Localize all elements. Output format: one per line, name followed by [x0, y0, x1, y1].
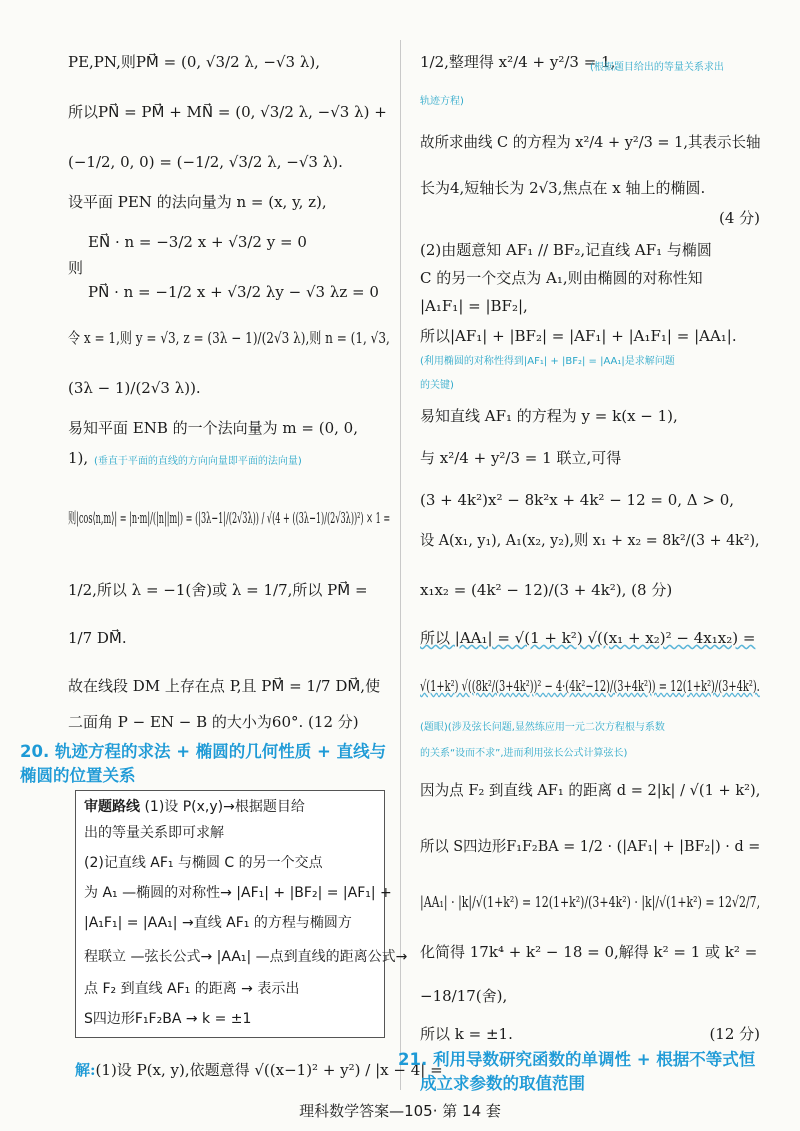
text-line: 设平面 PEN 的法向量为 n = (x, y, z),	[68, 193, 327, 211]
text-line: 则	[68, 259, 84, 277]
page-footer: 理科数学答案—105· 第 14 套	[299, 1102, 501, 1120]
annotation-note: (垂直于平面的直线的方向向量即平面的法向量)	[94, 456, 302, 467]
section-20-title-line1: 20. 轨迹方程的求法 + 椭圆的几何性质 + 直线与	[20, 742, 387, 761]
text-line: (3 + 4k²)x² − 8k²x + 4k² − 12 = 0, Δ > 0,	[420, 491, 735, 509]
text-line: 化简得 17k⁴ + k² − 18 = 0,解得 k² = 1 或 k² =	[420, 943, 758, 961]
solution-first-line: (1)设 P(x, y),依题意得 √((x−1)² + y²) / |x − 4| =	[95, 1061, 443, 1079]
text-line: (12 分)	[709, 1025, 760, 1043]
text-line: PE,PN,则PM⃗ = (0, √3/2 λ, −√3 λ),	[68, 53, 320, 71]
text-line: 1),	[68, 449, 89, 467]
text-line: √(1+k²) √((8k²/(3+4k²))² − 4·(4k²−12)/(3+4k²)) = 12(1+k²)/(3+4k²).	[420, 677, 760, 695]
annotation-note: (题眼)(涉及弦长问题,显然练应用一元二次方程根与系数	[420, 722, 665, 733]
annotation-note: (根据题目给出的等量关系求出	[590, 62, 724, 73]
column-divider	[400, 40, 401, 1090]
text-line: (4 分)	[718, 209, 760, 227]
text-line: (2)由题意知 AF₁ // BF₂,记直线 AF₁ 与椭圆	[420, 241, 712, 259]
text-line: 故所求曲线 C 的方程为 x²/4 + y²/3 = 1,其表示长轴	[420, 133, 761, 151]
text-line: |AA₁| · |k|/√(1+k²) = 12(1+k²)/(3+4k²) · |k|/√(1+k²) = 12√2/7,	[420, 893, 761, 911]
review-route-line: |A₁F₁| = |AA₁| →直线 AF₁ 的方程与椭圆方	[84, 915, 352, 931]
review-route-line: 出的等量关系即可求解	[84, 825, 224, 841]
text-line: 易知平面 ENB 的一个法向量为 m = (0, 0,	[68, 419, 358, 437]
text-line: 二面角 P − EN − B 的大小为60°. (12 分)	[68, 713, 359, 731]
text-line: (3λ − 1)/(2√3 λ)).	[68, 379, 201, 397]
text-line: 则|cos⟨n,m⟩| = |n·m|/(|n||m|) = (|3λ−1|/(2√3λ)) / √(4 + ((3λ−1)/(2√3λ))²) × 1 =	[68, 509, 391, 527]
text-line: 1/2,所以 λ = −1(舍)或 λ = 1/7,所以 PM⃗ =	[68, 581, 368, 599]
text-line: −18/17(舍),	[420, 987, 508, 1005]
solution-start	[75, 1060, 443, 1080]
text-line: 长为4,短轴长为 2√3,焦点在 x 轴上的椭圆.	[420, 179, 706, 197]
review-route-line: 点 F₂ 到直线 AF₁ 的距离 → 表示出	[84, 981, 300, 997]
section-21-title-line2: 成立求参数的取值范围	[420, 1074, 585, 1093]
text-line: 1/2,整理得 x²/4 + y²/3 = 1,	[420, 53, 616, 71]
text-line: 故在线段 DM 上存在点 P,且 PM⃗ = 1/7 DM⃗,使	[68, 677, 381, 695]
text-line: C 的另一个交点为 A₁,则由椭圆的对称性知	[420, 269, 703, 287]
text-line: EN⃗ · n = −3/2 x + √3/2 y = 0	[88, 233, 307, 251]
review-route-line: (2)记直线 AF₁ 与椭圆 C 的另一个交点	[84, 855, 323, 871]
text-line: |A₁F₁| = |BF₂|,	[420, 297, 528, 315]
text-line: 易知直线 AF₁ 的方程为 y = k(x − 1),	[420, 407, 678, 425]
review-route-box	[75, 790, 408, 1038]
review-route-line: S四边形F₁F₂BA → k = ±1	[84, 1011, 252, 1027]
review-route-line: 为 A₁ —椭圆的对称性→ |AF₁| + |BF₂| = |AF₁| +	[84, 885, 392, 901]
annotation-note: 的关键)	[420, 380, 454, 391]
review-route-title: 审题路线	[84, 799, 140, 815]
text-line: 与 x²/4 + y²/3 = 1 联立,可得	[420, 449, 622, 467]
text-line: (−1/2, 0, 0) = (−1/2, √3/2 λ, −√3 λ).	[68, 153, 343, 171]
section-21-title-line1: 21. 利用导数研究函数的单调性 + 根据不等式恒	[398, 1050, 756, 1069]
review-route-line: 程联立 —弦长公式→ |AA₁| —点到直线的距离公式→	[84, 949, 408, 965]
annotation-note: 的关系“设而不求”,进而利用弦长公式计算弦长)	[420, 748, 628, 759]
text-line: 所以 |AA₁| = √(1 + k²) √((x₁ + x₂)² − 4x₁x₂) =	[420, 629, 756, 647]
text-line: 所以PN⃗ = PM⃗ + MN⃗ = (0, √3/2 λ, −√3 λ) +	[68, 103, 387, 121]
text-line: 所以 k = ±1.	[420, 1025, 513, 1043]
text-line: 令 x = 1,则 y = √3, z = (3λ − 1)/(2√3 λ),则 n = (1, √3,	[68, 329, 390, 347]
solution-label: 解:	[75, 1061, 96, 1079]
annotation-note: (利用椭圆的对称性得到|AF₁| + |BF₂| = |AA₁|是求解问题	[420, 356, 675, 367]
text-line: 1/7 DM⃗.	[68, 629, 127, 647]
section-20-title-line2: 椭圆的位置关系	[20, 766, 136, 785]
annotation-note: 轨迹方程)	[420, 96, 464, 107]
text-line: PN⃗ · n = −1/2 x + √3/2 λy − √3 λz = 0	[88, 283, 379, 301]
text-line: 所以|AF₁| + |BF₂| = |AF₁| + |A₁F₁| = |AA₁|.	[420, 327, 737, 345]
text-line: 因为点 F₂ 到直线 AF₁ 的距离 d = 2|k| / √(1 + k²),	[420, 781, 761, 799]
text-line: x₁x₂ = (4k² − 12)/(3 + 4k²), (8 分)	[420, 581, 673, 599]
text-line: 所以 S四边形F₁F₂BA = 1/2 · (|AF₁| + |BF₂|) · d =	[420, 837, 761, 855]
review-route-line: (1)设 P(x,y)→根据题目给	[144, 799, 305, 815]
text-line: 设 A(x₁, y₁), A₁(x₂, y₂),则 x₁ + x₂ = 8k²/(3 + 4k²),	[420, 531, 760, 549]
